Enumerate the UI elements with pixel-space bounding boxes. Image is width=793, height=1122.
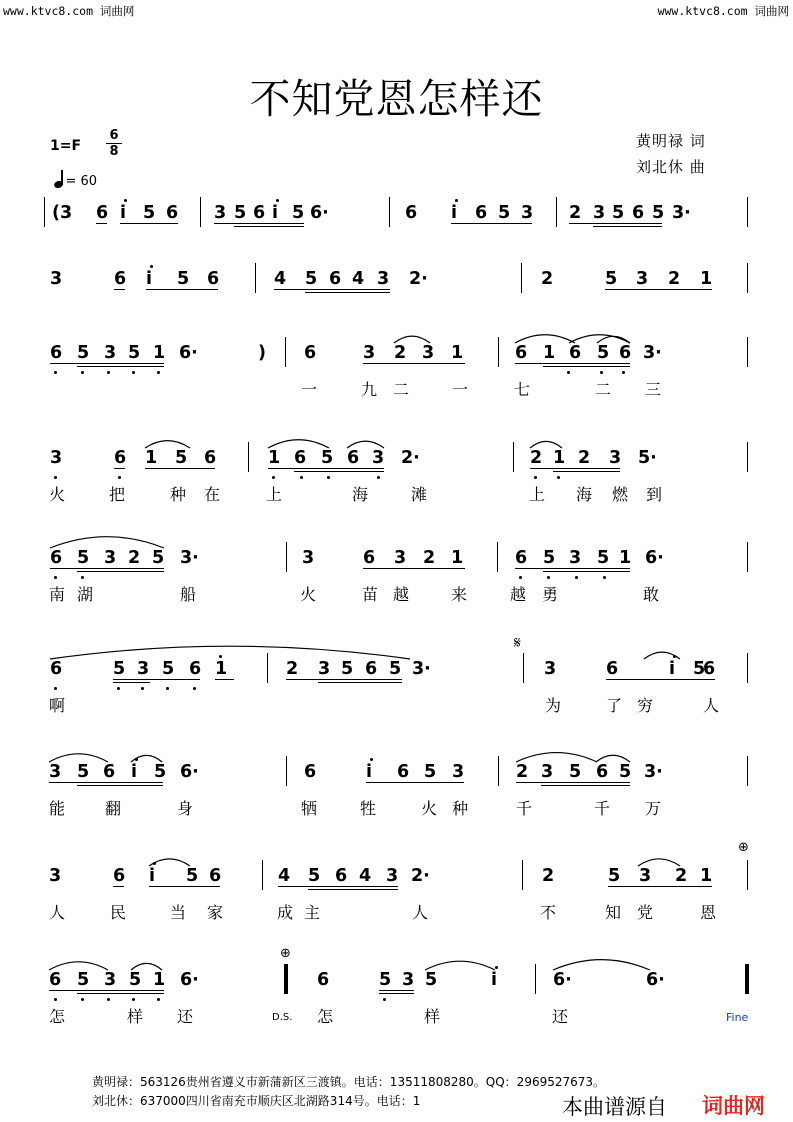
note: 3 [402, 970, 415, 990]
time-signature-top: 6 [109, 128, 119, 143]
note: 6 [49, 970, 62, 990]
lyricist-credit: 黄明禄 词 [636, 132, 706, 150]
note: 5 [128, 343, 141, 363]
note: 6 [397, 762, 410, 782]
lyric-char: 上 [266, 485, 283, 504]
note: 4 [359, 866, 372, 886]
note: 6 [50, 548, 63, 568]
note: 5 [305, 269, 318, 289]
note: 2 [394, 343, 407, 363]
note: 5 [597, 343, 610, 363]
slur-layer [0, 657, 793, 737]
slur [553, 960, 650, 970]
time-signature-bottom: 8 [106, 143, 122, 159]
note: 1 [700, 866, 713, 886]
note: 1 [153, 970, 166, 990]
score-row-4 [0, 446, 793, 526]
lyric-char: 民 [110, 903, 127, 922]
note: 5 [605, 269, 618, 289]
note: 5 [498, 203, 511, 223]
note: 5 [379, 970, 392, 990]
note: 2 [530, 448, 543, 468]
note: 5 [77, 548, 90, 568]
note: 5 [177, 269, 190, 289]
note: 2 [286, 659, 299, 679]
lyric-char: 来 [451, 585, 468, 604]
lyric-char: 二 [393, 380, 410, 399]
note: 3 [104, 970, 117, 990]
note: 3 [137, 659, 150, 679]
note: i [669, 659, 675, 679]
note: 2 [569, 203, 582, 223]
slur [49, 754, 108, 762]
lyric-char: 牺 [301, 799, 318, 818]
lyric-char: 种 [170, 485, 187, 504]
site-watermark-right: www.ktvc8.com 词曲网 [657, 4, 789, 18]
lyric-char: 翻 [105, 799, 122, 818]
note: 5 [234, 203, 247, 223]
score-row-8 [0, 840, 793, 944]
note: 6 [363, 548, 376, 568]
note: 2 [128, 548, 141, 568]
note: 3 [49, 762, 62, 782]
note: 6 [515, 548, 528, 568]
slur [131, 963, 162, 970]
lyric-char: 不 [540, 903, 557, 922]
note: 5 [425, 970, 438, 990]
lyric-char: 还 [177, 1007, 194, 1026]
slur-layer [0, 446, 793, 526]
dal-segno-mark: D.S. [272, 1012, 293, 1023]
note: 5 [597, 548, 610, 568]
lyric-char: 九 [361, 380, 378, 399]
note: 6· [645, 548, 664, 568]
note: 6· [180, 970, 199, 990]
note: 5 [321, 448, 334, 468]
lyric-char: 到 [646, 485, 663, 504]
note: 6 [606, 659, 619, 679]
note: 6 [515, 343, 528, 363]
note: 3 [104, 343, 117, 363]
note: 6 [189, 659, 202, 679]
note: 2 [541, 269, 554, 289]
lyric-char: 燃 [612, 485, 629, 504]
composer-credit: 刘北休 曲 [636, 158, 706, 176]
score-row-9 [0, 946, 793, 1048]
lyric-char: 海 [576, 485, 593, 504]
note: 6 [204, 448, 217, 468]
note: 6 [405, 203, 418, 223]
note: 5 [308, 866, 321, 886]
lyric-char: 三 [645, 380, 662, 399]
lyric-char: 还 [552, 1007, 569, 1026]
note: 1 [553, 448, 566, 468]
lyric-char: 当 [170, 903, 187, 922]
note: i [146, 269, 152, 289]
note: 3 [302, 548, 315, 568]
note: 5 [113, 659, 126, 679]
note: 6 [596, 762, 609, 782]
note: 6 [209, 866, 222, 886]
slur [145, 441, 190, 448]
note: 3 [318, 659, 331, 679]
fine-mark: Fine [726, 1011, 749, 1024]
note: 5 [152, 548, 165, 568]
tempo-marking [54, 170, 97, 189]
note: ) [258, 343, 266, 363]
note: 3 [593, 203, 606, 223]
note: 3· [180, 548, 199, 568]
note: 1 [543, 343, 556, 363]
lyric-char: 千 [594, 799, 611, 818]
slur [596, 755, 630, 762]
note: 6 [329, 269, 342, 289]
note: i [272, 203, 278, 223]
note: 2 [423, 548, 436, 568]
note: 2· [401, 448, 420, 468]
slur [530, 441, 562, 448]
note: 3· [412, 659, 431, 679]
note: i [491, 970, 497, 990]
slur-layer [0, 968, 793, 1048]
lyric-char: 南 [49, 585, 66, 604]
lyric-char: 上 [529, 485, 546, 504]
lyric-char: 恩 [700, 903, 717, 922]
lyric-char: 一 [452, 380, 469, 399]
coda-icon: ⊕ [738, 840, 749, 855]
lyric-char: 勇 [542, 585, 559, 604]
note: 6 [50, 343, 63, 363]
lyric-char: 怎 [317, 1007, 334, 1026]
note: 1 [451, 343, 464, 363]
note: 3· [672, 203, 691, 223]
slur-layer [0, 546, 793, 626]
lyric-char: 在 [204, 485, 221, 504]
note: 5 [619, 762, 632, 782]
note: 3 [636, 269, 649, 289]
note: 5 [389, 659, 402, 679]
note: (3 [52, 203, 73, 223]
note: 6 [569, 343, 582, 363]
note: 3 [214, 203, 227, 223]
lyric-char: 样 [424, 1007, 441, 1026]
lyric-char: 党 [637, 903, 654, 922]
note: 5 [162, 659, 175, 679]
lyric-char: 啊 [49, 696, 66, 715]
note: 1 [700, 269, 713, 289]
lyric-char: 七 [514, 380, 531, 399]
lyric-char: 火 [421, 799, 438, 818]
lyric-char: 牲 [360, 799, 377, 818]
source-label: 本曲谱源自 [562, 1095, 667, 1119]
note: 3· [643, 343, 662, 363]
note: 4 [278, 866, 291, 886]
lyric-char: 敢 [643, 585, 660, 604]
note: 6 [50, 659, 63, 679]
lyric-char: 人 [412, 903, 429, 922]
note: i [131, 762, 137, 782]
note: 5 [77, 762, 90, 782]
note: i [120, 203, 126, 223]
note: 3 [386, 866, 399, 886]
note: i [366, 762, 372, 782]
note: 6 [114, 448, 127, 468]
note: 5 [143, 203, 156, 223]
note: 5 [154, 762, 167, 782]
note: 6 [619, 343, 632, 363]
note: 2 [675, 866, 688, 886]
note: 3 [544, 659, 557, 679]
note: 3· [644, 762, 663, 782]
coda-icon: ⊕ [280, 946, 291, 961]
note: 1 [153, 343, 166, 363]
note: 5 [652, 203, 665, 223]
score-row-6 [0, 633, 793, 737]
key-signature: 1=F [50, 138, 82, 154]
lyric-char: 越 [510, 585, 527, 604]
lyric-char: 人 [703, 696, 720, 715]
note: i [149, 866, 155, 886]
lyric-char: 种 [452, 799, 469, 818]
site-watermark-left: www.ktvc8.com 词曲网 [3, 4, 135, 18]
tempo-value: = 60 [65, 174, 98, 189]
note: 3 [569, 548, 582, 568]
lyric-char: 身 [177, 799, 194, 818]
slur-layer [0, 760, 793, 840]
note: 5 [292, 203, 305, 223]
note: 5 [608, 866, 621, 886]
note: 6 [365, 659, 378, 679]
note: 5 [129, 970, 142, 990]
note: 5 [186, 866, 199, 886]
note: i [451, 203, 457, 223]
note: 1 [268, 448, 281, 468]
lyric-char: 一 [301, 380, 318, 399]
note: 5 [569, 762, 582, 782]
note: 3 [521, 203, 534, 223]
note: 3 [639, 866, 652, 886]
slur [50, 537, 164, 548]
lyric-char: 了 [606, 696, 623, 715]
note: 6 [96, 203, 109, 223]
note: 6 [304, 343, 317, 363]
lyric-char: 样 [127, 1007, 144, 1026]
note: 5 [693, 659, 706, 679]
note: 2 [578, 448, 591, 468]
lyric-char: 苗 [362, 585, 379, 604]
slur-layer [0, 267, 793, 347]
lyric-char: 二 [595, 380, 612, 399]
note: 6 [703, 659, 716, 679]
note: 2 [516, 762, 529, 782]
lyric-char: 船 [180, 585, 197, 604]
note: 1 [215, 659, 228, 679]
lyric-char: 成 [277, 903, 294, 922]
note: 6 [317, 970, 330, 990]
note: 3 [363, 343, 376, 363]
note: 6· [553, 970, 572, 990]
contact-lyricist: 黄明禄：563126贵州省遵义市新蒲新区三渡镇。电话：13511808280。QQ：2969527673。 [92, 1075, 606, 1089]
score-row-3 [0, 341, 793, 421]
note: 6 [113, 866, 126, 886]
note: 5 [543, 548, 556, 568]
lyric-char: 海 [352, 485, 369, 504]
note: 6· [310, 203, 329, 223]
note: 3 [609, 448, 622, 468]
note: 2 [668, 269, 681, 289]
note: 1 [145, 448, 158, 468]
slur [131, 755, 162, 762]
note: 3 [394, 548, 407, 568]
note: 4 [274, 269, 287, 289]
lyric-char: 滩 [411, 485, 428, 504]
note: 6 [632, 203, 645, 223]
note: 4 [352, 269, 365, 289]
note: 6 [335, 866, 348, 886]
note: 2· [409, 269, 428, 289]
page-title: 不知党恩怎样还 [249, 75, 544, 123]
note: 3 [422, 343, 435, 363]
lyric-char: 穷 [637, 696, 654, 715]
score-row-2 [0, 267, 793, 347]
note: 5 [77, 970, 90, 990]
note: 3 [104, 548, 117, 568]
note: 3 [50, 269, 63, 289]
lyric-char: 千 [516, 799, 533, 818]
quarter-note-icon [53, 180, 64, 190]
slur [49, 962, 108, 970]
lyric-char: 把 [109, 485, 126, 504]
note: 3 [377, 269, 390, 289]
note: 6 [347, 448, 360, 468]
score-row-7 [0, 760, 793, 840]
lyric-char: 湖 [77, 585, 94, 604]
note: 6 [304, 762, 317, 782]
note: 6· [179, 343, 198, 363]
time-signature [106, 128, 122, 159]
lyric-char: 怎 [49, 1007, 66, 1026]
note: 5 [424, 762, 437, 782]
note: 6 [253, 203, 266, 223]
slur-layer [0, 864, 793, 944]
slur [516, 753, 597, 762]
note: 6· [646, 970, 665, 990]
note: 6 [103, 762, 116, 782]
note: 5 [341, 659, 354, 679]
note: 1 [619, 548, 632, 568]
contact-composer: 刘北休：637000四川省南充市顺庆区北湖路314号。电话：1 [92, 1094, 421, 1108]
note: 6 [207, 269, 220, 289]
lyric-char: 火 [300, 585, 317, 604]
note: 6 [166, 203, 179, 223]
lyric-char: 知 [605, 903, 622, 922]
lyric-char: 万 [645, 799, 662, 818]
lyric-char: 为 [545, 696, 562, 715]
note: 3 [49, 866, 62, 886]
lyric-char: 家 [207, 903, 224, 922]
lyric-char: 主 [304, 903, 321, 922]
note: 3 [50, 448, 63, 468]
note: 1 [451, 548, 464, 568]
note: 6· [180, 762, 199, 782]
slur [347, 441, 384, 448]
note: 2 [542, 866, 555, 886]
lyric-char: 火 [49, 485, 66, 504]
slur [638, 859, 680, 866]
slur [425, 961, 495, 970]
note: 6 [475, 203, 488, 223]
lyric-char: 越 [393, 585, 410, 604]
slur [149, 859, 190, 866]
score-row-5 [0, 546, 793, 626]
note: 5 [77, 343, 90, 363]
lyric-char: 人 [49, 903, 66, 922]
slur [644, 652, 680, 659]
lyric-char: 能 [49, 799, 66, 818]
note: 3 [372, 448, 385, 468]
note: 5 [612, 203, 625, 223]
note: 6 [294, 448, 307, 468]
note: 3 [452, 762, 465, 782]
source-site-logo: 词曲网 [702, 1094, 765, 1118]
note: 3 [541, 762, 554, 782]
slur [268, 440, 329, 448]
note: 5· [638, 448, 657, 468]
note: 2· [411, 866, 430, 886]
note: 6 [114, 269, 127, 289]
segno-icon: 𝄋 [514, 633, 521, 652]
slur [50, 646, 410, 659]
slur-layer [0, 341, 793, 421]
note: 5 [175, 448, 188, 468]
